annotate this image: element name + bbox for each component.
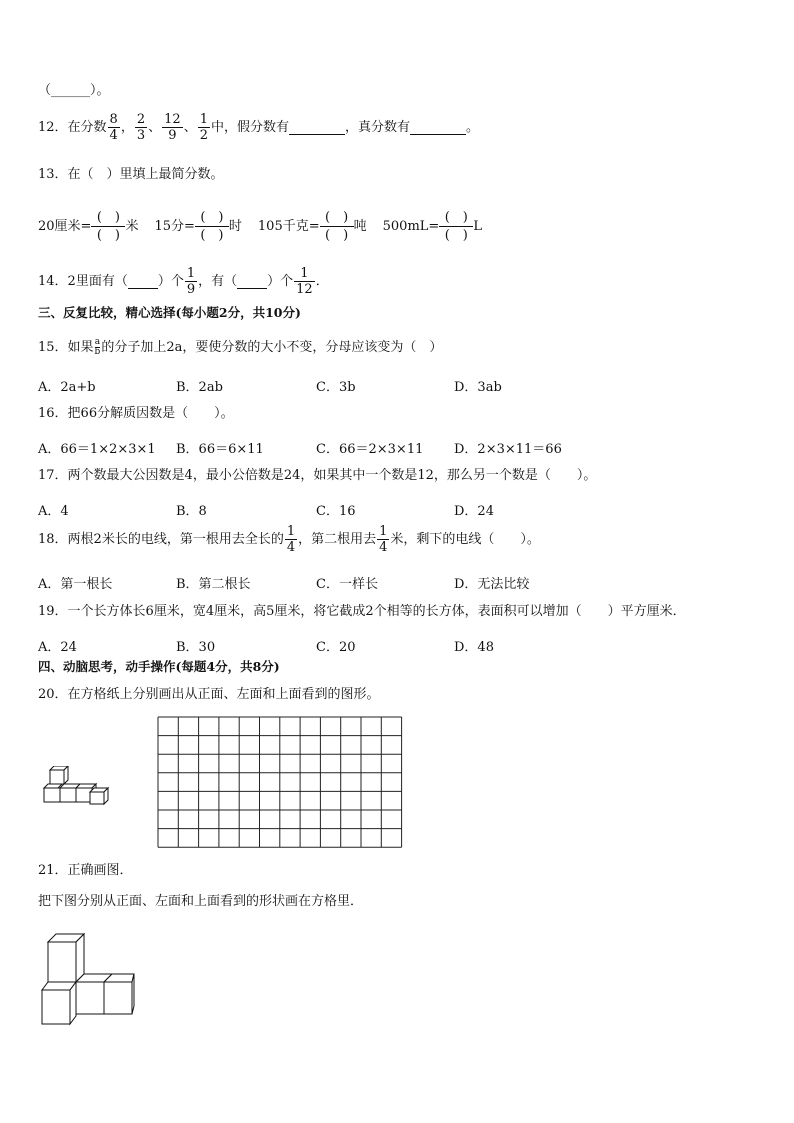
fraction-12-9: $\frac{12}{9}$ — [164, 112, 181, 143]
option-b[interactable]: B．2ab — [176, 380, 223, 395]
question-18: 18．两根2米长的电线，第一根用去全长的 $\frac{1}{4}$ ，第二根用去 $\frac{1}{4}$ 米，剩下的电线（ ）。 — [38, 524, 540, 555]
option-b[interactable]: B．8 — [176, 504, 207, 519]
option-b[interactable]: B．第二根长 — [176, 577, 251, 592]
fraction-2-3: $\frac{2}{3}$ — [136, 112, 146, 143]
fraction-1-9: $\frac{1}{9}$ — [186, 266, 196, 297]
option-d[interactable]: D．3ab — [454, 380, 502, 395]
answer-grid[interactable] — [157, 716, 403, 848]
question-17: 17．两个数最大公因数是4，最小公倍数是24，如果其中一个数是12，那么另一个数是（ ）。 — [38, 468, 597, 483]
fraction-1-2: $\frac{1}{2}$ — [199, 112, 208, 143]
option-c[interactable]: C．66＝2×3×11 — [316, 442, 424, 457]
question-12: 12．在分数 $\frac{8}{4}$ ， $\frac{2}{3}$ 、 $\frac{12}{9}$ 、 $\frac{1}{2}$ 中，假分数有 ，真分数有 。 — [38, 112, 480, 143]
answer-blank[interactable] — [237, 275, 267, 289]
question-21-instruction: 把下图分别从正面、左面和上面看到的形状画在方格里． — [38, 894, 364, 909]
answer-blank[interactable] — [128, 275, 158, 289]
q11-tail: （______）。 — [38, 83, 110, 98]
option-d[interactable]: D．无法比较 — [454, 577, 530, 592]
option-c[interactable]: C．一样长 — [316, 577, 378, 592]
cube-figure-q20 — [42, 766, 122, 806]
option-a[interactable]: A．2a+b — [38, 380, 96, 395]
option-a[interactable]: A．4 — [38, 504, 69, 519]
question-13: 13．在（ ）里填上最简分数。 — [38, 167, 224, 182]
option-c[interactable]: C．16 — [316, 504, 356, 519]
option-a[interactable]: A．第一根长 — [38, 577, 113, 592]
fraction-1-12: $\frac{1}{12}$ — [296, 266, 313, 297]
fraction-answer-box[interactable]: $\frac{( )}{( )}$ — [195, 209, 229, 244]
question-14: 14．2里面有（ ）个 $\frac{1}{9}$ ，有（ ）个 $\frac{1}{12}$ ． — [38, 266, 329, 297]
question-19: 19．一个长方体长6厘米，宽4厘米，高5厘米，将它截成2个相等的长方体，表面积可以增加（ ）平方厘米． — [38, 604, 686, 619]
section-4-heading: 四、动脑思考，动手操作(每题4分，共8分) — [38, 659, 280, 674]
fraction-1-4: $\frac{1}{4}$ — [286, 524, 296, 555]
option-a[interactable]: A．66＝1×2×3×1 — [38, 442, 156, 457]
answer-blank[interactable] — [289, 121, 345, 135]
question-21: 21．正确画图． — [38, 863, 133, 878]
option-c[interactable]: C．20 — [316, 640, 356, 655]
question-13-items: 20厘米= $\frac{( )}{( )}$ 米 15分= $\frac{( )}{( )}$ 时 105千克= $\frac{( )}{( )}$ 吨 500mL= $\frac{( )}{( )}$ L — [38, 210, 482, 243]
option-a[interactable]: A．24 — [38, 640, 77, 655]
section-3-heading: 三、反复比较，精心选择(每小题2分，共10分) — [38, 305, 301, 320]
option-b[interactable]: B．30 — [176, 640, 216, 655]
fraction-a-b: $\frac{a}{b}$ — [94, 337, 101, 357]
answer-blank[interactable] — [410, 121, 466, 135]
fraction-1-4: $\frac{1}{4}$ — [379, 524, 388, 555]
option-d[interactable]: D．48 — [454, 640, 494, 655]
fraction-answer-box[interactable]: $\frac{( )}{( )}$ — [91, 209, 125, 244]
question-15: 15．如果$\frac{a}{b}$的分子加上2a，要使分数的大小不变，分母应该变为（ ） — [38, 337, 443, 357]
option-d[interactable]: D．2×3×11＝66 — [454, 442, 562, 457]
question-16: 16．把66分解质因数是（ ）。 — [38, 406, 234, 421]
fraction-answer-box[interactable]: $\frac{( )}{( )}$ — [439, 209, 473, 244]
option-c[interactable]: C．3b — [316, 380, 356, 395]
option-d[interactable]: D．24 — [454, 504, 494, 519]
fraction-answer-box[interactable]: $\frac{( )}{( )}$ — [320, 209, 354, 244]
cube-figure-q21 — [38, 932, 138, 1028]
option-b[interactable]: B．66＝6×11 — [176, 442, 264, 457]
question-20: 20．在方格纸上分别画出从正面、左面和上面看到的图形。 — [38, 687, 380, 702]
fraction-8-4: $\frac{8}{4}$ — [109, 112, 118, 143]
